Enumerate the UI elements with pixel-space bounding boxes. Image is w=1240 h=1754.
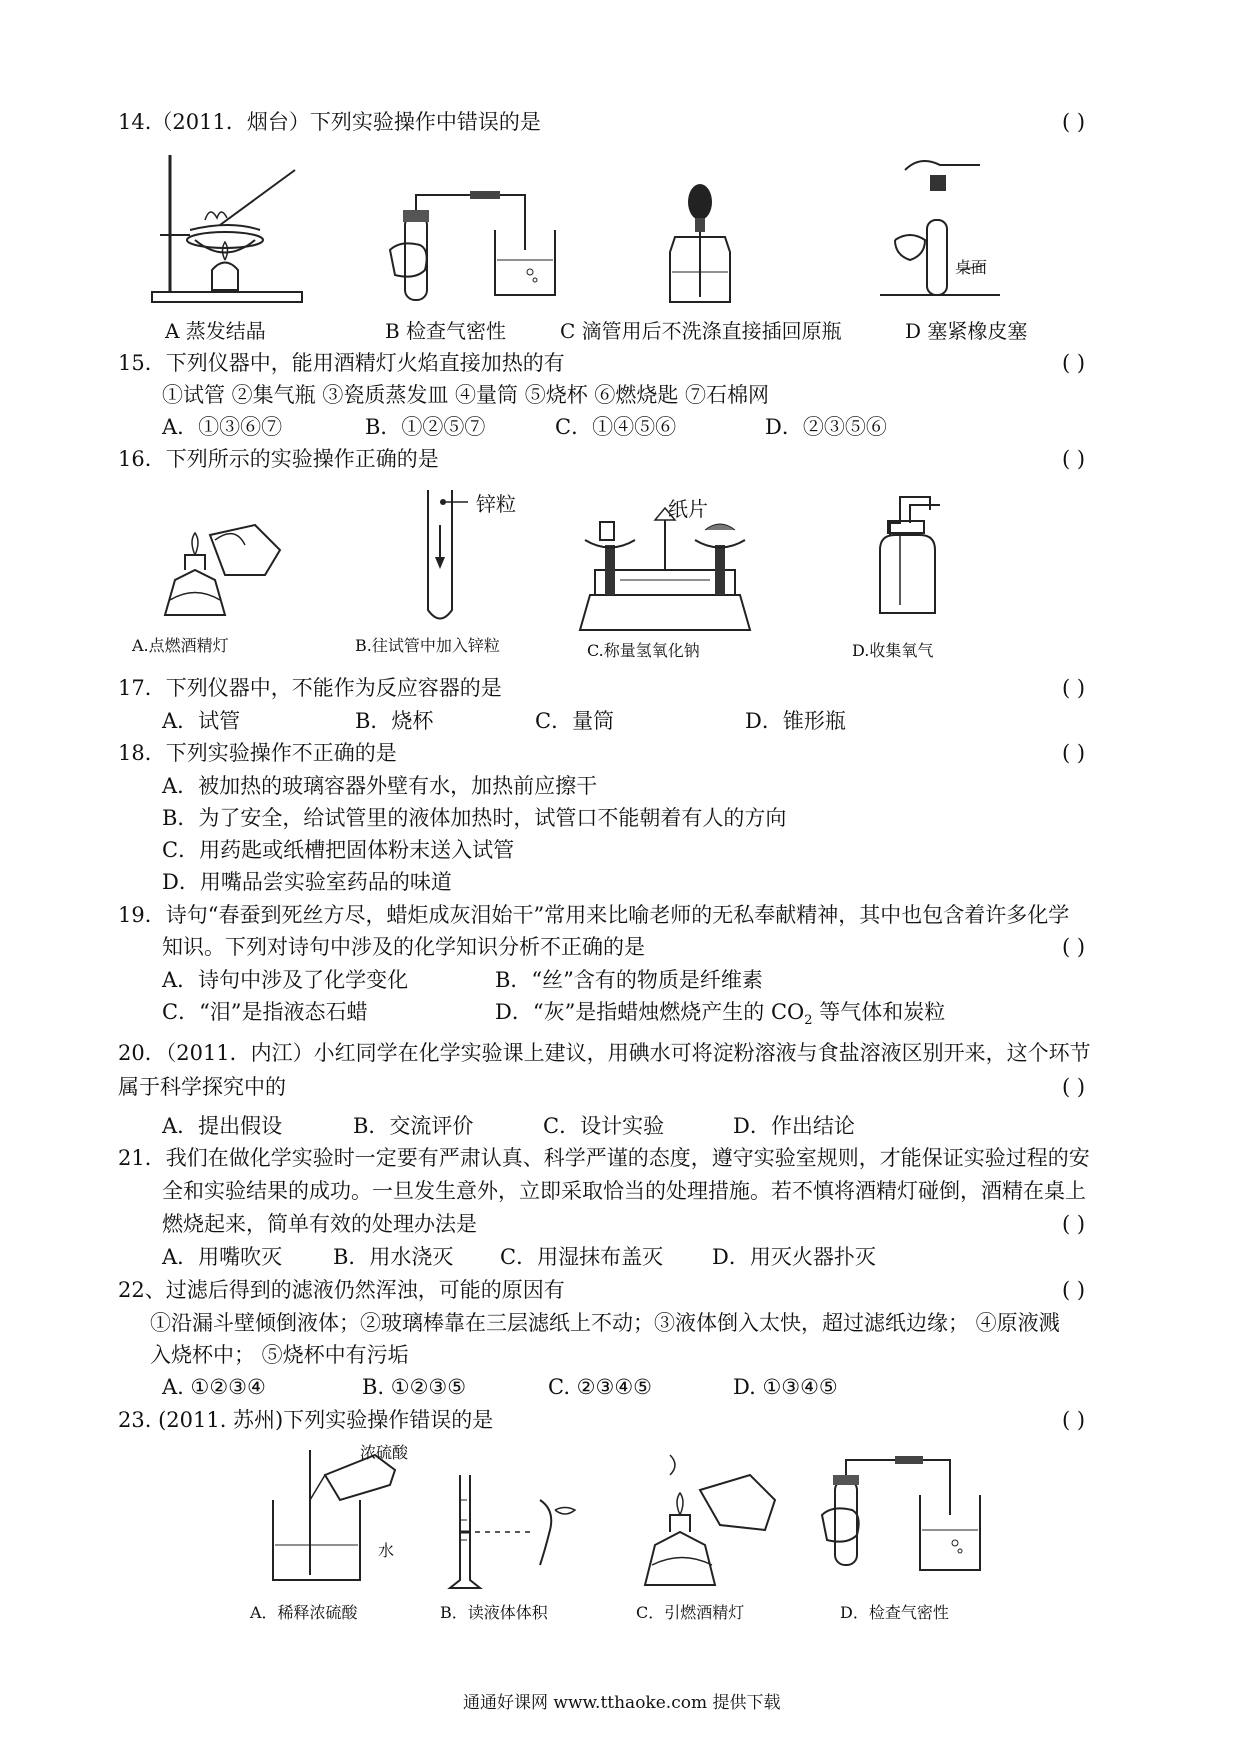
q23-stem: 23. (2011. 苏州)下列实验操作错误的是 (118, 1408, 494, 1432)
q16-caption-b: B.往试管中加入锌粒 (355, 636, 500, 655)
q15-items: ①试管 ②集气瓶 ③瓷质蒸发皿 ④量筒 ⑤烧杯 ⑥燃烧匙 ⑦石棉网 (162, 383, 770, 407)
q22-option-a: A. ①②③④ (162, 1375, 266, 1399)
q21-option-a: A．用嘴吹灭 (162, 1245, 283, 1269)
q19-option-d-subscript: 2 (804, 1013, 813, 1029)
q23-caption-c: C．引燃酒精灯 (636, 1603, 745, 1622)
q17-option-b: B．烧杯 (355, 709, 434, 733)
q19-option-a: A．诗句中涉及了化学变化 (162, 968, 409, 992)
q22-items-line2: 入烧杯中； ⑤烧杯中有污垢 (150, 1343, 409, 1367)
q16-figure-d (870, 495, 950, 615)
q21-stem-line3: 燃烧起来，简单有效的处理办法是 (162, 1212, 477, 1236)
q16-stem: 16．下列所示的实验操作正确的是 (118, 447, 439, 471)
q18-answer-paren: ( ) (1062, 741, 1086, 765)
q16-figure-c (570, 500, 760, 635)
q14-caption-a: A 蒸发结晶 (165, 319, 266, 343)
q15-option-b: B．①②⑤⑦ (365, 415, 486, 439)
q19-option-d (495, 997, 945, 1036)
q23-caption-d: D．检查气密性 (840, 1603, 949, 1622)
q21-stem-line1: 21．我们在做化学实验时一定要有严肃认真、科学严谨的态度，遵守实验室规则，才能保证实验过程的安 (118, 1146, 1090, 1170)
q16-label-zinc: 锌粒 (476, 492, 516, 516)
q22-option-b: B. ①②③⑤ (362, 1375, 467, 1399)
q14-label-tabletop: 桌面 (955, 258, 988, 277)
q20-stem-line2: 属于科学探究中的 (118, 1075, 286, 1099)
q15-stem: 15．下列仪器中，能用酒精灯火焰直接加热的有 (118, 351, 565, 375)
q19-option-c: C．“泪”是指液态石蜡 (162, 1000, 368, 1024)
q20-stem-line1: 20．（2011．内江）小红同学在化学实验课上建议，用碘水可将淀粉溶液与食盐溶液区别开来，这个环节 (118, 1041, 1091, 1065)
q23-figure-d (820, 1455, 990, 1580)
q16-figure-a (155, 515, 285, 625)
q21-answer-paren: ( ) (1062, 1212, 1086, 1236)
q19-stem-line2: 知识。下列对诗句中涉及的化学知识分析不正确的是 (162, 935, 645, 959)
q14-caption-d: D 塞紧橡皮塞 (905, 319, 1028, 343)
q18-option-a: A．被加热的玻璃容器外壁有水，加热前应擦干 (162, 774, 598, 798)
q20-option-a: A．提出假设 (162, 1114, 283, 1138)
q22-items-line1: ①沿漏斗壁倾倒液体；②玻璃棒靠在三层滤纸上不动；③液体倒入太快，超过滤纸边缘； ④原液溅 (150, 1311, 1060, 1335)
q14-figure-a (150, 150, 310, 305)
q22-option-c: C. ②③④⑤ (548, 1375, 652, 1399)
q16-caption-d: D.收集氧气 (852, 641, 934, 660)
q15-option-c: C．①④⑤⑥ (555, 415, 677, 439)
q16-caption-a: A.点燃酒精灯 (132, 636, 229, 655)
q14-figure-b (385, 190, 565, 305)
q20-answer-paren: ( ) (1062, 1075, 1086, 1099)
q14-caption-c: C 滴管用后不洗涤直接插回原瓶 (560, 319, 842, 343)
q23-caption-b: B．读液体体积 (440, 1603, 548, 1622)
q17-option-d: D．锥形瓶 (745, 709, 846, 733)
q15-option-a: A．①③⑥⑦ (162, 415, 283, 439)
q19-stem-line1: 19．诗句“春蚕到死丝方尽，蜡炬成灰泪始干”常用来比喻老师的无私奉献精神，其中也包含着许多化学 (118, 903, 1070, 927)
q23-label-acid: 浓硫酸 (360, 1443, 409, 1462)
q16-zinc-pointer (440, 497, 470, 507)
q23-figure-b (440, 1470, 590, 1590)
q19-option-d-text: D．“灰”是指蜡烛燃烧产生的 CO (495, 1000, 805, 1024)
q15-answer-paren: ( ) (1062, 351, 1086, 375)
q21-option-d: D．用灭火器扑灭 (712, 1245, 876, 1269)
q17-answer-paren: ( ) (1062, 676, 1086, 700)
q18-option-d: D．用嘴品尝实验室药品的味道 (162, 870, 452, 894)
q16-answer-paren: ( ) (1062, 447, 1086, 471)
q18-option-b: B．为了安全，给试管里的液体加热时，试管口不能朝着有人的方向 (162, 806, 787, 830)
q19-answer-paren: ( ) (1062, 935, 1086, 959)
q15-option-d: D．②③⑤⑥ (765, 415, 887, 439)
q21-stem-line2: 全和实验结果的成功。一旦发生意外，立即采取恰当的处理措施。若不慎将酒精灯碰倒，酒精在桌上 (162, 1179, 1086, 1203)
q20-option-d: D．作出结论 (733, 1114, 855, 1138)
q23-label-water: 水 (378, 1541, 395, 1560)
q14-stem: 14.（2011．烟台）下列实验操作中错误的是 (118, 110, 541, 134)
q18-stem: 18．下列实验操作不正确的是 (118, 741, 397, 765)
q17-option-c: C．量筒 (535, 709, 615, 733)
q17-option-a: A．试管 (162, 709, 241, 733)
q20-option-b: B．交流评价 (353, 1114, 474, 1138)
q14-caption-b: B 检查气密性 (385, 319, 507, 343)
q23-answer-paren: ( ) (1062, 1408, 1086, 1432)
q19-option-d-tail: 等气体和炭粒 (812, 1000, 946, 1024)
q16-label-paper: 纸片 (668, 497, 708, 521)
q23-caption-a: A．稀释浓硫酸 (250, 1603, 358, 1622)
q22-answer-paren: ( ) (1062, 1278, 1086, 1302)
q16-caption-c: C.称量氢氧化钠 (587, 641, 700, 660)
q19-option-b: B．“丝”含有的物质是纤维素 (495, 968, 763, 992)
q18-option-c: C．用药匙或纸槽把固体粉末送入试管 (162, 838, 515, 862)
q14-answer-paren: ( ) (1062, 110, 1086, 134)
q22-option-d: D. ①③④⑤ (733, 1375, 838, 1399)
q23-figure-c (640, 1440, 780, 1590)
q21-option-b: B．用水浇灭 (333, 1245, 454, 1269)
q14-figure-c (660, 182, 740, 307)
q21-option-c: C．用湿抹布盖灭 (500, 1245, 664, 1269)
q17-stem: 17．下列仪器中，不能作为反应容器的是 (118, 676, 502, 700)
q20-option-c: C．设计实验 (543, 1114, 665, 1138)
q22-stem: 22、过滤后得到的滤液仍然浑浊，可能的原因有 (118, 1278, 565, 1302)
page-footer: 通通好课网 www.tthaoke.com 提供下载 (463, 1693, 781, 1713)
